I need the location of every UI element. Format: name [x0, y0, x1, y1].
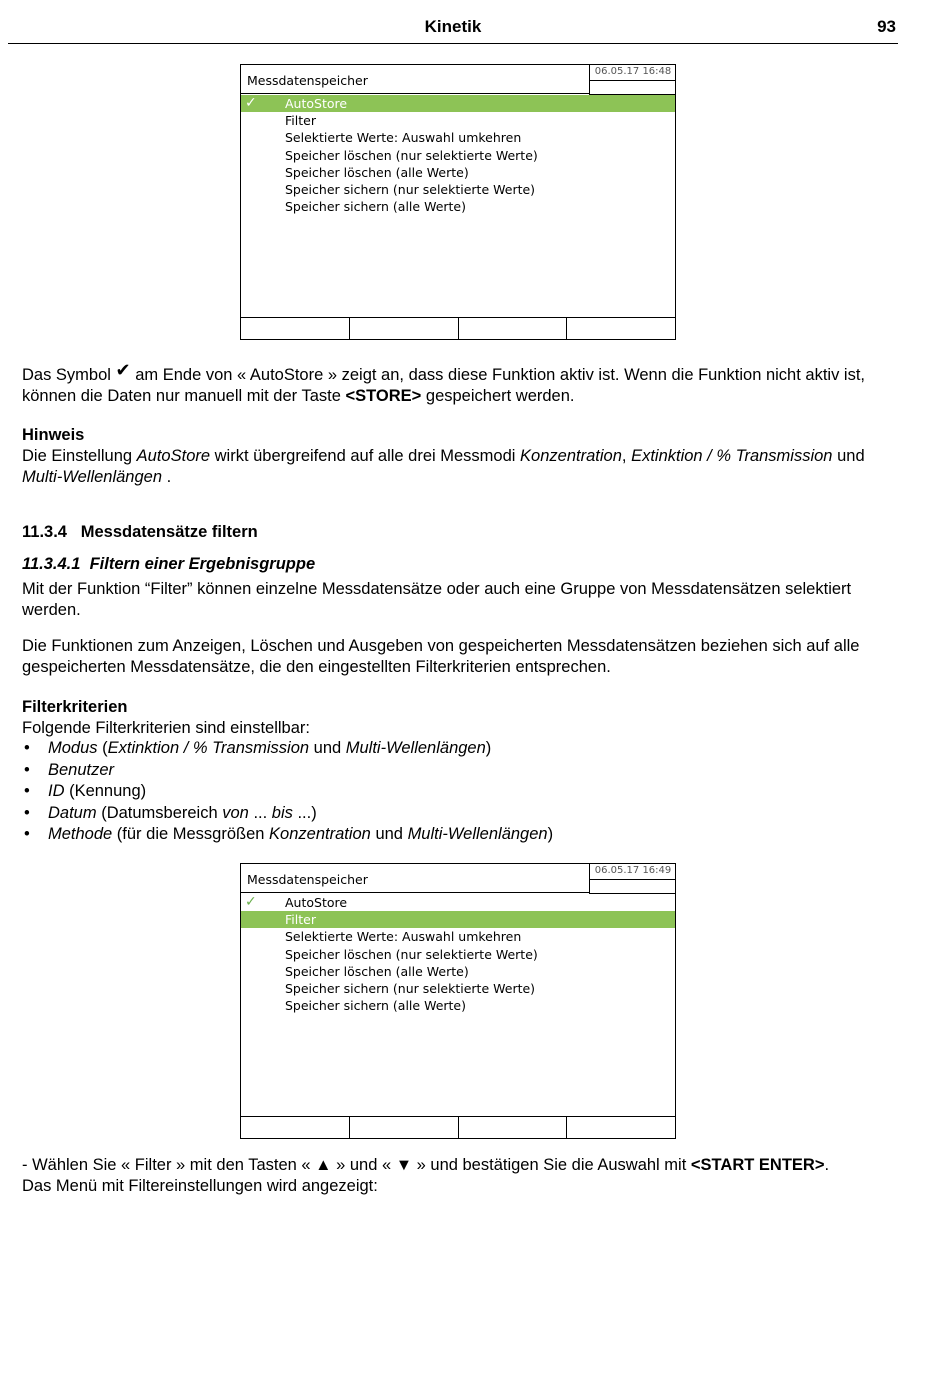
screen-datetime: 06.05.17 16:48 — [589, 65, 676, 81]
softkey-bar — [241, 317, 675, 339]
list-item: • Modus (Extinktion / % Transmission und Multi-Wellenlängen) — [22, 738, 553, 760]
page-header — [8, 0, 898, 44]
hinweis-text: Die Einstellung AutoStore wirkt übergreifend auf alle drei Messmodi Konzentration, Extinktion / % Transmission und Multi-Wellenlängen . — [22, 447, 865, 486]
softkey-3[interactable] — [459, 1117, 568, 1138]
menu-item-label: Selektierte Werte: Auswahl umkehren — [285, 929, 522, 945]
menu-item-filter[interactable] — [241, 911, 675, 928]
list-item: • Methode (für die Messgrößen Konzentration und Multi-Wellenlängen) — [22, 824, 553, 846]
menu-item-delete-selected[interactable] — [241, 147, 675, 164]
softkey-bar — [241, 1116, 675, 1138]
menu-item-label: AutoStore — [285, 895, 348, 910]
filter-heading: Filterkriterien — [22, 698, 128, 716]
menu-item-label: Speicher löschen (alle Werte) — [285, 164, 469, 180]
screen-title: Messdatenspeicher — [247, 73, 368, 88]
screen-title-bar — [241, 864, 589, 893]
paragraph-symbol: Das Symbol ✔ am Ende von « AutoStore » zeigt an, dass diese Funktion aktiv ist. Wenn die Funktion nicht aktiv ist, können die Daten nur manuell mit der Taste <STORE> gespeichert werden. — [22, 360, 865, 405]
menu-item-autostore[interactable] — [241, 894, 675, 911]
instruction-line2: Das Menü mit Filtereinstellungen wird angezeigt: — [22, 1177, 378, 1195]
menu-item-delete-selected[interactable] — [241, 946, 675, 963]
menu-item-delete-all[interactable] — [241, 164, 675, 181]
check-icon: ✓ — [245, 95, 257, 111]
list-item: • ID (Kennung) — [22, 781, 553, 803]
page-number: 93 — [877, 17, 896, 36]
menu-item-label: Selektierte Werte: Auswahl umkehren — [285, 130, 522, 146]
softkey-1[interactable] — [241, 318, 350, 339]
menu-item-label: Filter — [285, 912, 316, 928]
section-title: Messdatensätze filtern — [80, 523, 258, 541]
menu-item-save-selected[interactable] — [241, 980, 675, 997]
device-screen-1 — [240, 64, 676, 340]
menu-item-invert-selection[interactable] — [241, 928, 675, 945]
chapter-title: Kinetik — [424, 17, 482, 36]
list-item: • Benutzer — [22, 760, 553, 782]
menu-item-delete-all[interactable] — [241, 963, 675, 980]
menu-item-autostore[interactable] — [241, 95, 675, 112]
checkmark-symbol-icon: ✔ — [115, 360, 131, 380]
menu-item-label: Speicher sichern (alle Werte) — [285, 998, 466, 1014]
menu-item-label: Speicher löschen (alle Werte) — [285, 963, 469, 979]
softkey-3[interactable] — [459, 318, 568, 339]
subsection-heading — [22, 554, 902, 575]
menu-item-save-selected[interactable] — [241, 181, 675, 198]
menu-item-filter[interactable] — [241, 112, 675, 129]
menu-item-invert-selection[interactable] — [241, 129, 675, 146]
menu-item-label: AutoStore — [285, 96, 348, 111]
softkey-2[interactable] — [350, 318, 459, 339]
start-enter-key: <START ENTER> — [690, 1156, 825, 1174]
softkey-4[interactable] — [567, 1117, 675, 1138]
screen-datetime: 06.05.17 16:49 — [589, 864, 676, 880]
screen-status-cell — [589, 879, 676, 894]
section-heading — [22, 522, 902, 543]
menu-item-save-all[interactable] — [241, 198, 675, 215]
screen-status-cell — [589, 80, 676, 95]
menu-item-label: Speicher sichern (alle Werte) — [285, 199, 466, 215]
hinweis-heading: Hinweis — [22, 426, 85, 444]
filter-criteria-list — [22, 738, 553, 846]
section-number: 11.3.4 — [22, 523, 67, 541]
subsection-title: Filtern einer Ergebnisgruppe — [89, 555, 316, 573]
menu-list — [241, 95, 675, 215]
menu-item-label: Speicher löschen (nur selektierte Werte) — [285, 147, 538, 163]
filter-intro: Folgende Filterkriterien sind einstellbar: — [22, 719, 310, 737]
store-key: <STORE> — [345, 387, 422, 405]
device-screen-2 — [240, 863, 676, 1139]
menu-list — [241, 894, 675, 1014]
menu-item-label: Speicher löschen (nur selektierte Werte) — [285, 946, 538, 962]
menu-item-label: Filter — [285, 113, 316, 129]
screen-title: Messdatenspeicher — [247, 872, 368, 887]
paragraph-filter-intro: Mit der Funktion “Filter” können einzelne Messdatensätze oder auch eine Gruppe von Messdatensätzen selektiert werden. — [22, 580, 852, 619]
hinweis-block — [22, 425, 902, 488]
softkey-4[interactable] — [567, 318, 675, 339]
paragraph-functions: Die Funktionen zum Anzeigen, Löschen und Ausgeben von gespeicherten Messdatensätzen beziehen sich auf alle gespeicherten Messdatensätze, die den eingestellten Filterkriterien entsprechen. — [22, 637, 860, 676]
instruction-paragraph: - Wählen Sie « Filter » mit den Tasten « ▲ » und « ▼ » und bestätigen Sie die Auswahl mit <START ENTER>. Das Menü mit Filtereinstellungen wird angezeigt: — [22, 1155, 902, 1197]
softkey-1[interactable] — [241, 1117, 350, 1138]
menu-item-label: Speicher sichern (nur selektierte Werte) — [285, 181, 536, 197]
filter-criteria-block — [22, 697, 902, 718]
screen-title-bar — [241, 65, 589, 94]
softkey-2[interactable] — [350, 1117, 459, 1138]
menu-item-label: Speicher sichern (nur selektierte Werte) — [285, 980, 536, 996]
subsection-number: 11.3.4.1 — [22, 555, 81, 573]
check-icon: ✓ — [245, 894, 257, 910]
list-item: • Datum (Datumsbereich von ... bis ...) — [22, 803, 553, 825]
menu-item-save-all[interactable] — [241, 997, 675, 1014]
